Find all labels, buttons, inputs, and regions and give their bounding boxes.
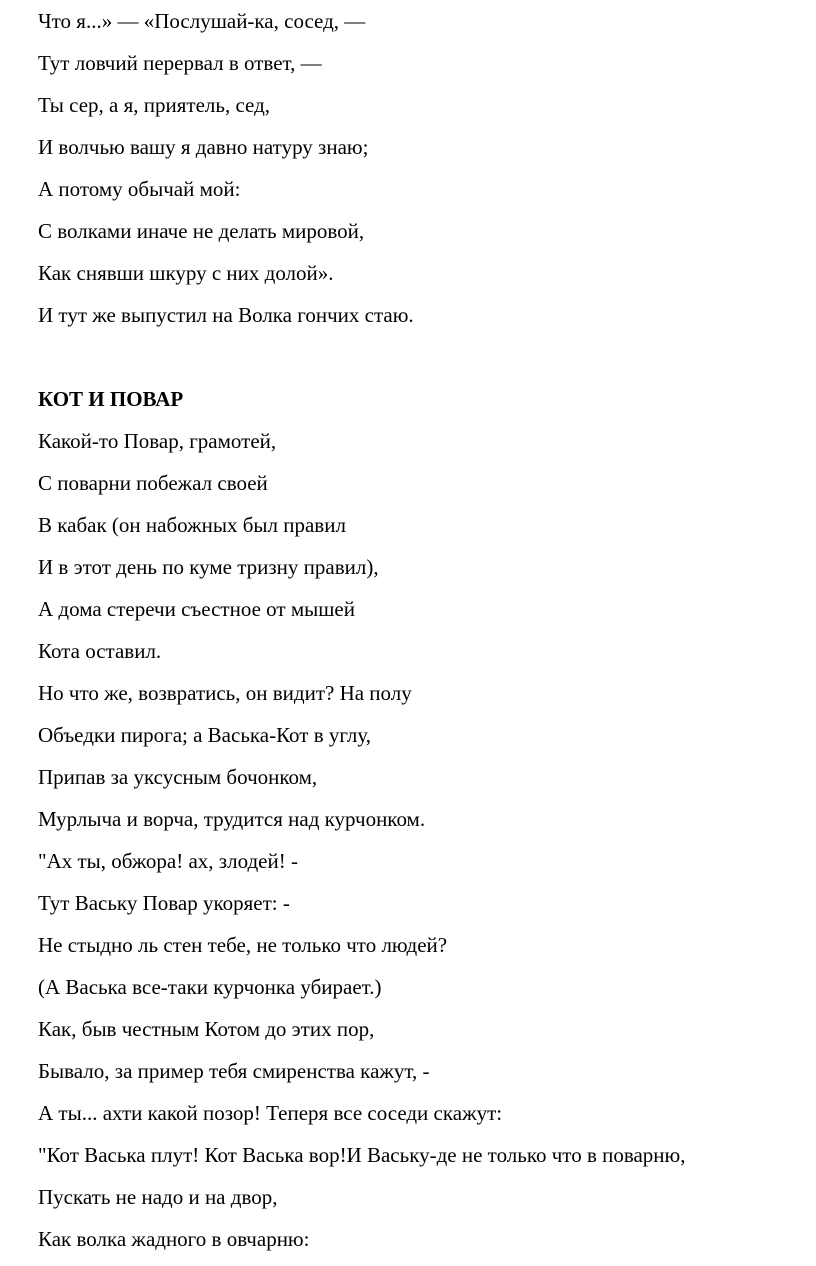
poem-line: Объедки пирога; а Васька-Кот в углу, xyxy=(38,723,372,747)
fable-body xyxy=(38,420,816,1260)
poem-line: С поварни побежал своей xyxy=(38,471,268,495)
poem-line: А ты... ахти какой позор! Теперя все соседи скажут: xyxy=(38,1101,503,1125)
poem-line: В кабак (он набожных был правил xyxy=(38,513,346,537)
poem-line: Какой-то Повар, грамотей, xyxy=(38,429,277,453)
poem-line: Припав за уксусным бочонком, xyxy=(38,765,318,789)
poem-line: А дома стеречи съестное от мышей xyxy=(38,597,355,621)
poem-line: Не стыдно ль стен тебе, не только что людей? xyxy=(38,933,448,957)
poem-line: Что я...» — «Послушай-ка, сосед, — xyxy=(38,9,366,33)
poem-line: Мурлыча и ворча, трудится над курчонком. xyxy=(38,807,426,831)
poem-line: (А Васька все-таки курчонка убирает.) xyxy=(38,975,382,999)
previous-fable-ending xyxy=(38,0,816,336)
section-spacer xyxy=(38,336,816,378)
poem-line: Кота оставил. xyxy=(38,639,162,663)
poem-line: "Ах ты, обжора! ах, злодей! - xyxy=(38,849,298,873)
poem-line: И в этот день по куме тризну правил), xyxy=(38,555,379,579)
poem-line: И волчью вашу я давно натуру знаю; xyxy=(38,135,369,159)
poem-line: "Кот Васька плут! Кот Васька вор!И Ваську-де не только что в поварню, xyxy=(38,1143,686,1167)
poem-line: Пускать не надо и на двор, xyxy=(38,1185,278,1209)
poem-line: С волками иначе не делать мировой, xyxy=(38,219,365,243)
poem-line: Бывало, за пример тебя смиренства кажут, - xyxy=(38,1059,430,1083)
poem-line: Как волка жадного в овчарню: xyxy=(38,1227,310,1251)
poem-line: И тут же выпустил на Волка гончих стаю. xyxy=(38,303,414,327)
poem-line: Как снявши шкуру с них долой». xyxy=(38,261,334,285)
poem-line: А потому обычай мой: xyxy=(38,177,241,201)
poem-line: Как, быв честным Котом до этих пор, xyxy=(38,1017,375,1041)
fable-title: КОТ И ПОВАР xyxy=(38,387,184,411)
poem-line: Тут Ваську Повар укоряет: - xyxy=(38,891,290,915)
poem-line: Тут ловчий перервал в ответ, — xyxy=(38,51,322,75)
poem-line: Но что же, возвратись, он видит? На полу xyxy=(38,681,412,705)
poem-line: Ты сер, а я, приятель, сед, xyxy=(38,93,271,117)
